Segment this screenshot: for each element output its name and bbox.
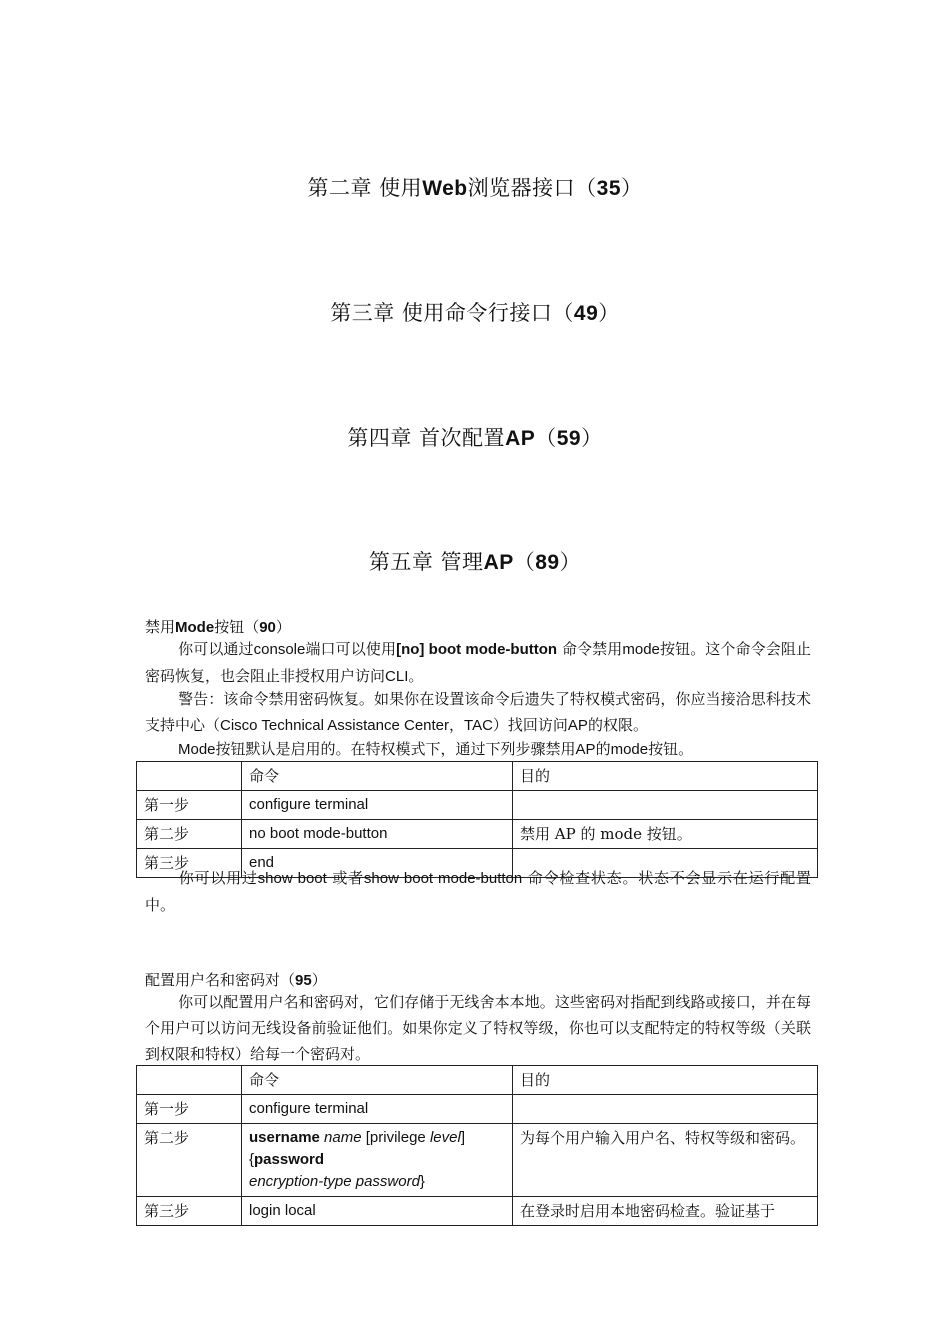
table-row	[137, 791, 818, 820]
text: 的	[595, 740, 611, 758]
chapter-page: 89	[535, 551, 560, 574]
paragraph-mode-button-intro	[145, 636, 811, 690]
table-cell-command: login local	[242, 1197, 513, 1226]
command-text: show boot	[257, 870, 327, 887]
chapter-text: ）	[559, 550, 582, 574]
table-header-row	[137, 762, 818, 791]
table-cell-step: 第一步	[137, 1095, 242, 1124]
cmd-text: ]	[460, 1129, 465, 1146]
cmd-text: {	[249, 1151, 255, 1168]
table-header-row	[137, 1066, 818, 1095]
text: ）找回访问	[492, 716, 568, 734]
table-row	[137, 820, 818, 849]
table-cell-command: configure terminal	[242, 791, 513, 820]
paragraph-username-password	[145, 989, 811, 1067]
table-row	[137, 1095, 818, 1124]
paragraph-check-status	[145, 865, 811, 918]
text: mode	[610, 741, 649, 758]
text: 你可以通过	[178, 640, 254, 658]
text: console	[253, 641, 306, 658]
table-cell-purpose: 为每个用户输入用户名、特权等级和密码。	[513, 1124, 818, 1197]
text: 你可以配置用户名和密码对，它们存储于无线舍本本地。这些密码对指配到线路或接口，并在每个用户可以访问无线设备前验证他们。如果你定义了特权等级，你也可以支配特定的特权等级（关联到权限和特权）给每一个密码对。	[145, 993, 811, 1063]
text: CLI	[385, 668, 409, 685]
chapter-text: （	[513, 550, 536, 574]
cmd-text: }	[419, 1173, 425, 1190]
cmd-arg: encryption-type password	[249, 1173, 420, 1190]
chapter-text: 第二章 使用	[307, 176, 423, 200]
chapter-page: 35	[596, 177, 621, 200]
text: 命令禁用	[561, 640, 623, 658]
text: mode	[622, 641, 660, 658]
text: 你可以用过	[178, 869, 258, 887]
chapter-text: 第三章 使用命令行接口（	[330, 301, 574, 325]
chapter-text: 第四章 首次配置	[347, 426, 506, 450]
cmd-arg: level	[429, 1129, 461, 1146]
title-text: ）	[275, 618, 291, 636]
section-title-username-password	[145, 969, 327, 990]
table-header-purpose: 目的	[513, 762, 818, 791]
text: Mode	[178, 741, 216, 758]
title-text: 按钮（	[214, 618, 260, 636]
chapter-text: ）	[581, 426, 603, 450]
table-row	[137, 1124, 818, 1197]
chapter-bold: AP	[483, 551, 514, 574]
table-cell-purpose	[513, 1095, 818, 1124]
table-cell	[137, 762, 242, 791]
chapter-page: 49	[573, 302, 599, 325]
cmd-keyword: username	[249, 1129, 320, 1146]
text: 按钮默认是启用的。在特权模式下，通过下列步骤禁用	[215, 740, 576, 758]
text: AP	[567, 717, 588, 734]
table-header-purpose: 目的	[513, 1066, 818, 1095]
chapter-text: ）	[621, 176, 643, 200]
table-cell-purpose: 禁用 AP 的 mode 按钮。	[513, 820, 818, 849]
text: AP	[575, 741, 596, 758]
title-text: 配置用户名和密码对（	[145, 971, 296, 989]
table-cell-step: 第三步	[137, 1197, 242, 1226]
table-cell-command: no boot mode-button	[242, 820, 513, 849]
table-username-password	[136, 1065, 818, 1226]
text: 的权限。	[587, 716, 648, 734]
text: Cisco Technical Assistance Center，TAC	[220, 717, 493, 734]
chapter-page: 59	[556, 427, 582, 450]
chapter-heading-5	[0, 546, 950, 576]
table-row	[137, 1197, 818, 1226]
paragraph-warning	[145, 686, 811, 739]
table-header-command: 命令	[242, 762, 513, 791]
table-cell-purpose: 在登录时启用本地密码检查。验证基于	[513, 1197, 818, 1226]
command-text: [no] boot mode-button	[396, 641, 558, 658]
table-cell-step: 第三步	[137, 849, 242, 878]
table-cell-command: end	[242, 849, 513, 878]
text: 按钮。这个命令会阻止密码恢复，也会阻止非授权用户访问	[145, 640, 811, 685]
chapter-text: 浏览器接口（	[467, 176, 597, 200]
command-text: show boot mode-button	[363, 870, 523, 887]
text: 命令检查状态。状态不会显示在运行配置中。	[145, 869, 811, 914]
title-page: 90	[259, 619, 276, 636]
chapter-bold: AP	[505, 427, 536, 450]
cmd-text: [privilege	[365, 1129, 426, 1146]
table-cell	[137, 1066, 242, 1095]
cmd-arg: name	[324, 1129, 362, 1146]
chapter-heading-4	[0, 422, 950, 452]
title-text: ）	[311, 971, 327, 989]
chapter-text: （	[535, 426, 557, 450]
table-header-command: 命令	[242, 1066, 513, 1095]
text: 按钮。	[648, 740, 694, 758]
chapter-bold: Web	[422, 177, 468, 200]
title-text: 禁用	[145, 618, 176, 636]
text: 或者	[332, 869, 364, 887]
table-cell-command: configure terminal	[242, 1095, 513, 1124]
table-cell-step: 第一步	[137, 791, 242, 820]
table-cell-command	[242, 1124, 513, 1197]
title-page: 95	[295, 972, 312, 989]
text: 。	[408, 667, 424, 685]
table-disable-mode-button	[136, 761, 818, 878]
paragraph-default-enabled	[145, 736, 811, 763]
text: 端口可以使用	[305, 640, 397, 658]
title-bold: Mode	[175, 619, 215, 636]
chapter-text: 第五章 管理	[368, 550, 484, 574]
table-cell-step: 第二步	[137, 820, 242, 849]
chapter-text: ）	[598, 301, 620, 325]
table-cell-step: 第二步	[137, 1124, 242, 1197]
section-title-mode-button	[145, 616, 291, 637]
table-cell-purpose	[513, 791, 818, 820]
text: 警告：该命令禁用密码恢复。如果你在设置该命令后遗失了特权模式密码，你应当接洽思科技术支持中心（	[145, 690, 811, 734]
chapter-heading-2	[0, 172, 950, 202]
cmd-keyword: password	[254, 1151, 325, 1168]
chapter-heading-3	[0, 297, 950, 327]
